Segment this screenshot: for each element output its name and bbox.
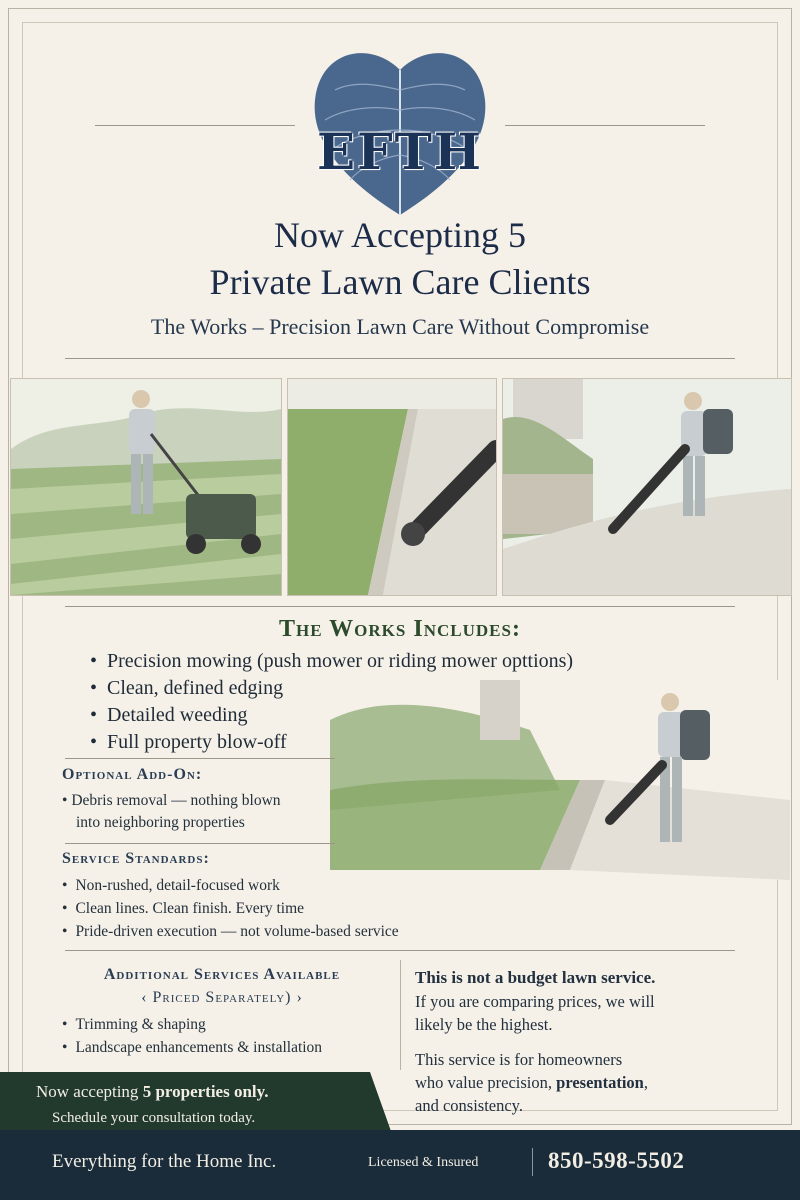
budget-line-4: who value precision, presentation,: [415, 1073, 648, 1092]
logo-rule-right: [505, 125, 705, 126]
logo-rule-left: [95, 125, 295, 126]
subhead: The Works – Precision Lawn Care Without Compromise: [150, 314, 650, 339]
edging-blower-illustration: [287, 378, 497, 596]
addon-title: Optional Add-On:: [62, 766, 203, 783]
works-title: The Works Includes:: [279, 616, 521, 642]
works-item: • Clean, defined edging: [90, 675, 690, 702]
company-name: Everything for the Home Inc.: [52, 1151, 277, 1172]
cta-line-1: Now accepting 5 properties only.: [36, 1082, 269, 1101]
standards-item: • Non-rushed, detail-focused work: [62, 874, 502, 897]
logo: [300, 30, 500, 220]
budget-line-5: and consistency.: [415, 1096, 523, 1115]
additional-subtitle: ‹ Priced Separately) ›: [141, 989, 303, 1006]
logo-text: EFTH: [316, 122, 484, 181]
budget-line-2: likely be the highest.: [415, 1015, 553, 1034]
works-item: • Precision mowing (push mower or riding mower opttions): [90, 648, 690, 675]
budget-block: [415, 966, 775, 1117]
blow-off-scene-illustration: [330, 680, 790, 880]
works-item: • Detailed weeding: [90, 702, 690, 729]
addon-line-1: • Debris removal — nothing blown: [62, 792, 281, 809]
standards-divider: [65, 843, 335, 844]
leaf-blower-illustration: [502, 378, 792, 596]
budget-line-1: If you are comparing prices, we will: [415, 992, 655, 1011]
additional-list: [62, 1013, 392, 1059]
addon-divider: [65, 758, 335, 759]
lower-divider: [65, 950, 735, 951]
cta-line-2: Schedule your consultation today.: [52, 1110, 256, 1126]
column-divider: [400, 960, 401, 1070]
additional-title: Additional Services Available: [103, 966, 341, 983]
headline-line-2: Private Lawn Care Clients: [209, 262, 591, 302]
licensed-text: Licensed & Insured: [368, 1155, 479, 1170]
addon-line-2: into neighboring properties: [76, 814, 245, 831]
standards-title: Service Standards:: [62, 850, 210, 867]
standards-item: • Pride-driven execution — not volume-based service: [62, 920, 502, 943]
budget-title: This is not a budget lawn service.: [415, 968, 656, 987]
addon-item: [62, 790, 352, 834]
standards-item: • Clean lines. Clean finish. Every time: [62, 897, 502, 920]
phone-number[interactable]: 850-598-5502: [548, 1148, 685, 1173]
header-divider: [65, 358, 735, 359]
footer-divider: [532, 1148, 533, 1176]
standards-list: [62, 874, 502, 943]
headline-line-1: Now Accepting 5: [274, 215, 526, 255]
budget-line-3: This service is for homeowners: [415, 1050, 623, 1069]
additional-item: • Landscape enhancements & installation: [62, 1036, 392, 1059]
illustration-divider: [65, 606, 735, 607]
lawn-mowing-illustration: [10, 378, 282, 596]
works-item: • Full property blow-off: [90, 729, 690, 756]
additional-item: • Trimming & shaping: [62, 1013, 392, 1036]
headline: [40, 212, 760, 306]
